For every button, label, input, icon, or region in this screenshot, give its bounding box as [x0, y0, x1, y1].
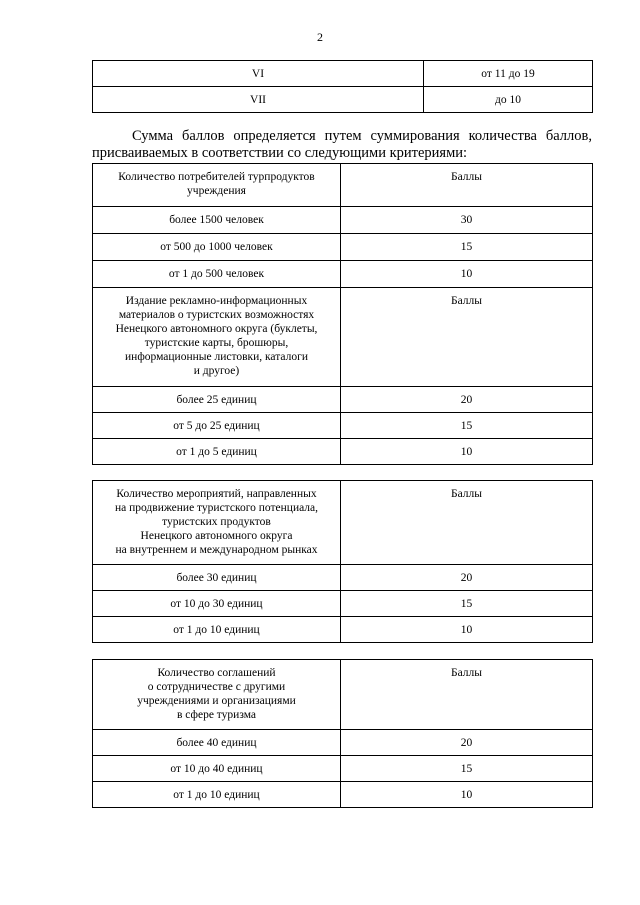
range-cell: от 10 до 30 единиц — [93, 591, 341, 617]
criterion-header-consumers: Количество потребителей турпродуктов учреждения — [93, 164, 341, 207]
points-cell: 20 — [341, 565, 593, 591]
table-header-row — [93, 481, 593, 565]
points-header: Баллы — [341, 660, 593, 730]
page-number: 2 — [317, 30, 323, 44]
table-row — [93, 87, 593, 113]
points-header: Баллы — [341, 164, 593, 207]
table-row — [93, 439, 593, 465]
table-row — [93, 234, 593, 261]
table-row — [93, 565, 593, 591]
category-cell: VI — [93, 61, 424, 87]
criterion-header-materials: Издание рекламно-информационных материалов о туристских возможностях Ненецкого автономного округа (буклеты, туристские карты, брошюры, информационные листовки, каталоги и другое) — [93, 288, 341, 387]
criterion-header-agreements: Количество соглашений о сотрудничестве с другими учреждениями и организациями в сфере туризма — [93, 660, 341, 730]
table-header-row — [93, 164, 593, 207]
range-cell: более 30 единиц — [93, 565, 341, 591]
table-row — [93, 207, 593, 234]
points-cell: 30 — [341, 207, 593, 234]
points-cell: 10 — [341, 261, 593, 288]
range-cell: от 1 до 5 единиц — [93, 439, 341, 465]
table-row — [93, 413, 593, 439]
range-cell: более 40 единиц — [93, 730, 341, 756]
table-row — [93, 61, 593, 87]
table-header-row — [93, 660, 593, 730]
range-cell: от 1 до 500 человек — [93, 261, 341, 288]
points-cell: 20 — [341, 387, 593, 413]
table-row — [93, 617, 593, 643]
table-row — [93, 756, 593, 782]
points-header: Баллы — [341, 481, 593, 565]
points-cell: 15 — [341, 413, 593, 439]
criterion-header-events: Количество мероприятий, направленных на продвижение туристского потенциала, туристских продуктов Ненецкого автономного округа на внутреннем и международном рынках — [93, 481, 341, 565]
range-cell: от 10 до 40 единиц — [93, 756, 341, 782]
points-cell: 15 — [341, 234, 593, 261]
points-cell: 15 — [341, 591, 593, 617]
intro-line-1: Сумма баллов определяется путем суммирования количества баллов, — [132, 128, 592, 144]
range-cell: более 25 единиц — [93, 387, 341, 413]
points-cell: 10 — [341, 782, 593, 808]
category-points-table — [92, 60, 593, 113]
range-cell: от 1 до 10 единиц — [93, 617, 341, 643]
table-row — [93, 387, 593, 413]
range-cell: более 1500 человек — [93, 207, 341, 234]
points-cell: от 11 до 19 — [424, 61, 593, 87]
table-row — [93, 261, 593, 288]
table-row — [93, 591, 593, 617]
table-row — [93, 730, 593, 756]
intro-paragraph — [92, 128, 592, 162]
criteria-table-consumers-materials — [92, 163, 593, 465]
points-cell: 10 — [341, 617, 593, 643]
table-header-row — [93, 288, 593, 387]
points-cell: 20 — [341, 730, 593, 756]
points-header: Баллы — [341, 288, 593, 387]
criteria-table-agreements — [92, 659, 593, 808]
range-cell: от 5 до 25 единиц — [93, 413, 341, 439]
category-cell: VII — [93, 87, 424, 113]
range-cell: от 500 до 1000 человек — [93, 234, 341, 261]
intro-line-2: присваиваемых в соответствии со следующими критериями: — [92, 145, 468, 161]
points-cell: 15 — [341, 756, 593, 782]
criteria-table-events — [92, 480, 593, 643]
points-cell: 10 — [341, 439, 593, 465]
range-cell: от 1 до 10 единиц — [93, 782, 341, 808]
points-cell: до 10 — [424, 87, 593, 113]
table-row — [93, 782, 593, 808]
